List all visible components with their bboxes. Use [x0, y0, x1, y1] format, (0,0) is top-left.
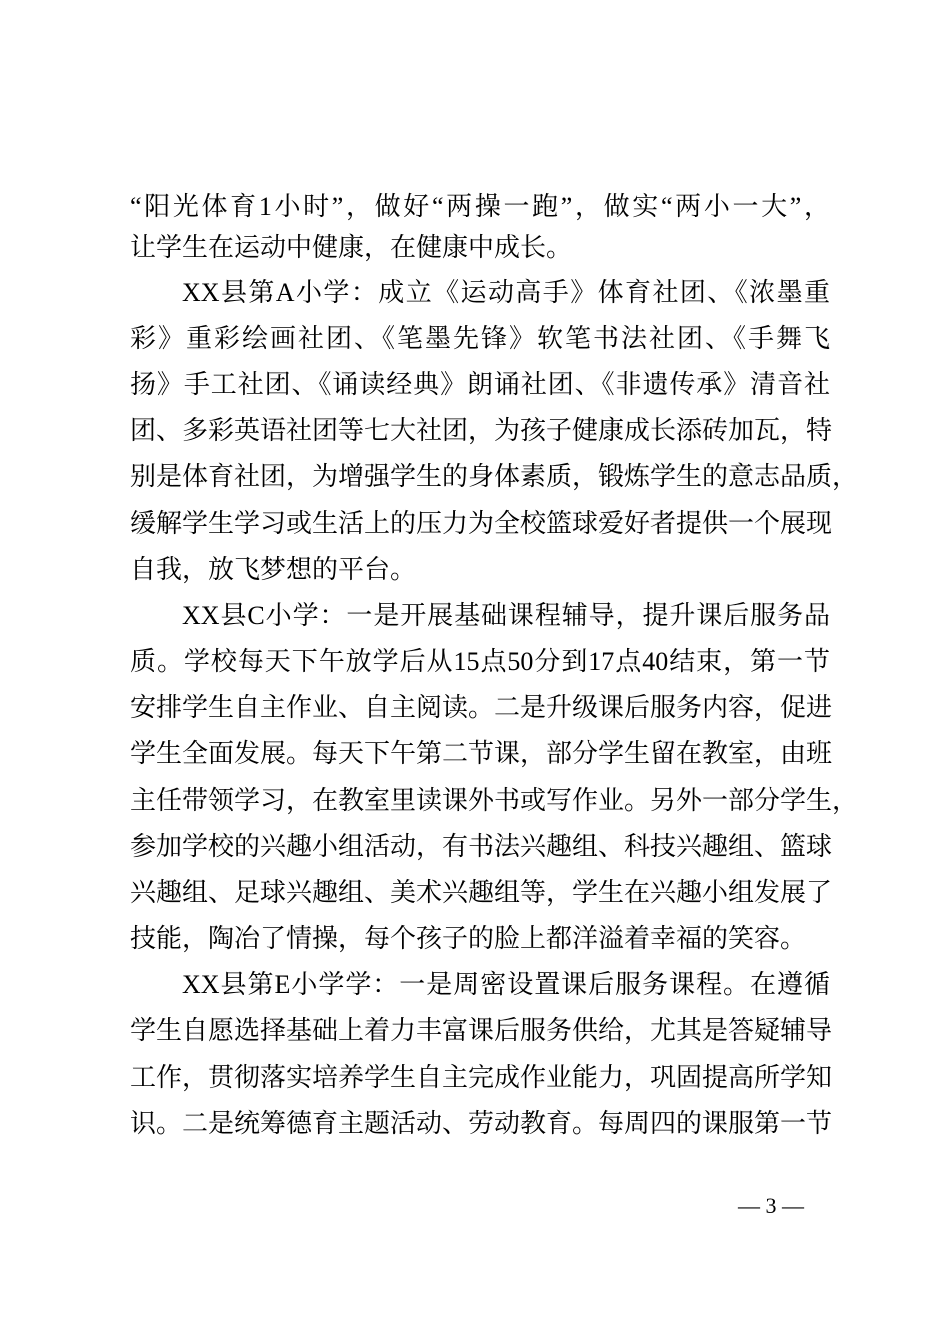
- page-number: — 3 —: [738, 1193, 804, 1218]
- paragraph-start-line: XX县第A小学：成立《运动高手》体育社团、《浓墨重: [182, 278, 830, 307]
- text-line: 学生全面发展。每天下午第二节课，部分学生留在教室，由班: [130, 739, 833, 768]
- text-line: 工作，贯彻落实培养学生自主完成作业能力，巩固提高所学知: [130, 1063, 833, 1092]
- text-line: 扬》手工社团、《诵读经典》朗诵社团、《非遗传承》清音社: [130, 370, 830, 399]
- text-line: 学生自愿选择基础上着力丰富课后服务供给，尤其是答疑辅导: [130, 1016, 833, 1045]
- text-line: 识。二是统筹德育主题活动、劳动教育。每周四的课服第一节: [130, 1109, 833, 1138]
- text-line: 彩》重彩绘画社团、《笔墨先锋》软笔书法社团、《手舞飞: [130, 324, 830, 353]
- paragraph-start-line: XX县第E小学学：一是周密设置课后服务课程。在遵循: [182, 970, 830, 999]
- text-line: 团、多彩英语社团等七大社团，为孩子健康成长添砖加瓦，特: [130, 416, 833, 445]
- text-line: 安排学生自主作业、自主阅读。二是升级课后服务内容，促进: [130, 693, 833, 722]
- text-line: 别是体育社团，为增强学生的身体素质，锻炼学生的意志品质，: [130, 462, 859, 491]
- text-line: 兴趣组、足球兴趣组、美术兴趣组等，学生在兴趣小组发展了: [130, 878, 833, 907]
- text-line: 缓解学生学习或生活上的压力为全校篮球爱好者提供一个展现: [130, 509, 833, 538]
- text-line: 质。学校每天下午放学后从15点50分到17点40结束，第一节: [130, 647, 830, 676]
- paragraph-start-line: XX县C小学：一是开展基础课程辅导，提升课后服务品: [182, 601, 830, 630]
- text-line: 主任带领学习，在教室里读课外书或写作业。另外一部分学生，: [130, 786, 859, 815]
- text-line: 让学生在运动中健康，在健康中成长。: [130, 233, 573, 262]
- text-line: “阳光体育1小时”，做好“两操一跑”，做实“两小一大”，: [130, 192, 830, 221]
- text-line: 自我，放飞梦想的平台。: [130, 555, 417, 584]
- text-line: 技能，陶冶了情操，每个孩子的脸上都洋溢着幸福的笑容。: [130, 924, 807, 953]
- text-line: 参加学校的兴趣小组活动，有书法兴趣组、科技兴趣组、篮球: [130, 832, 833, 861]
